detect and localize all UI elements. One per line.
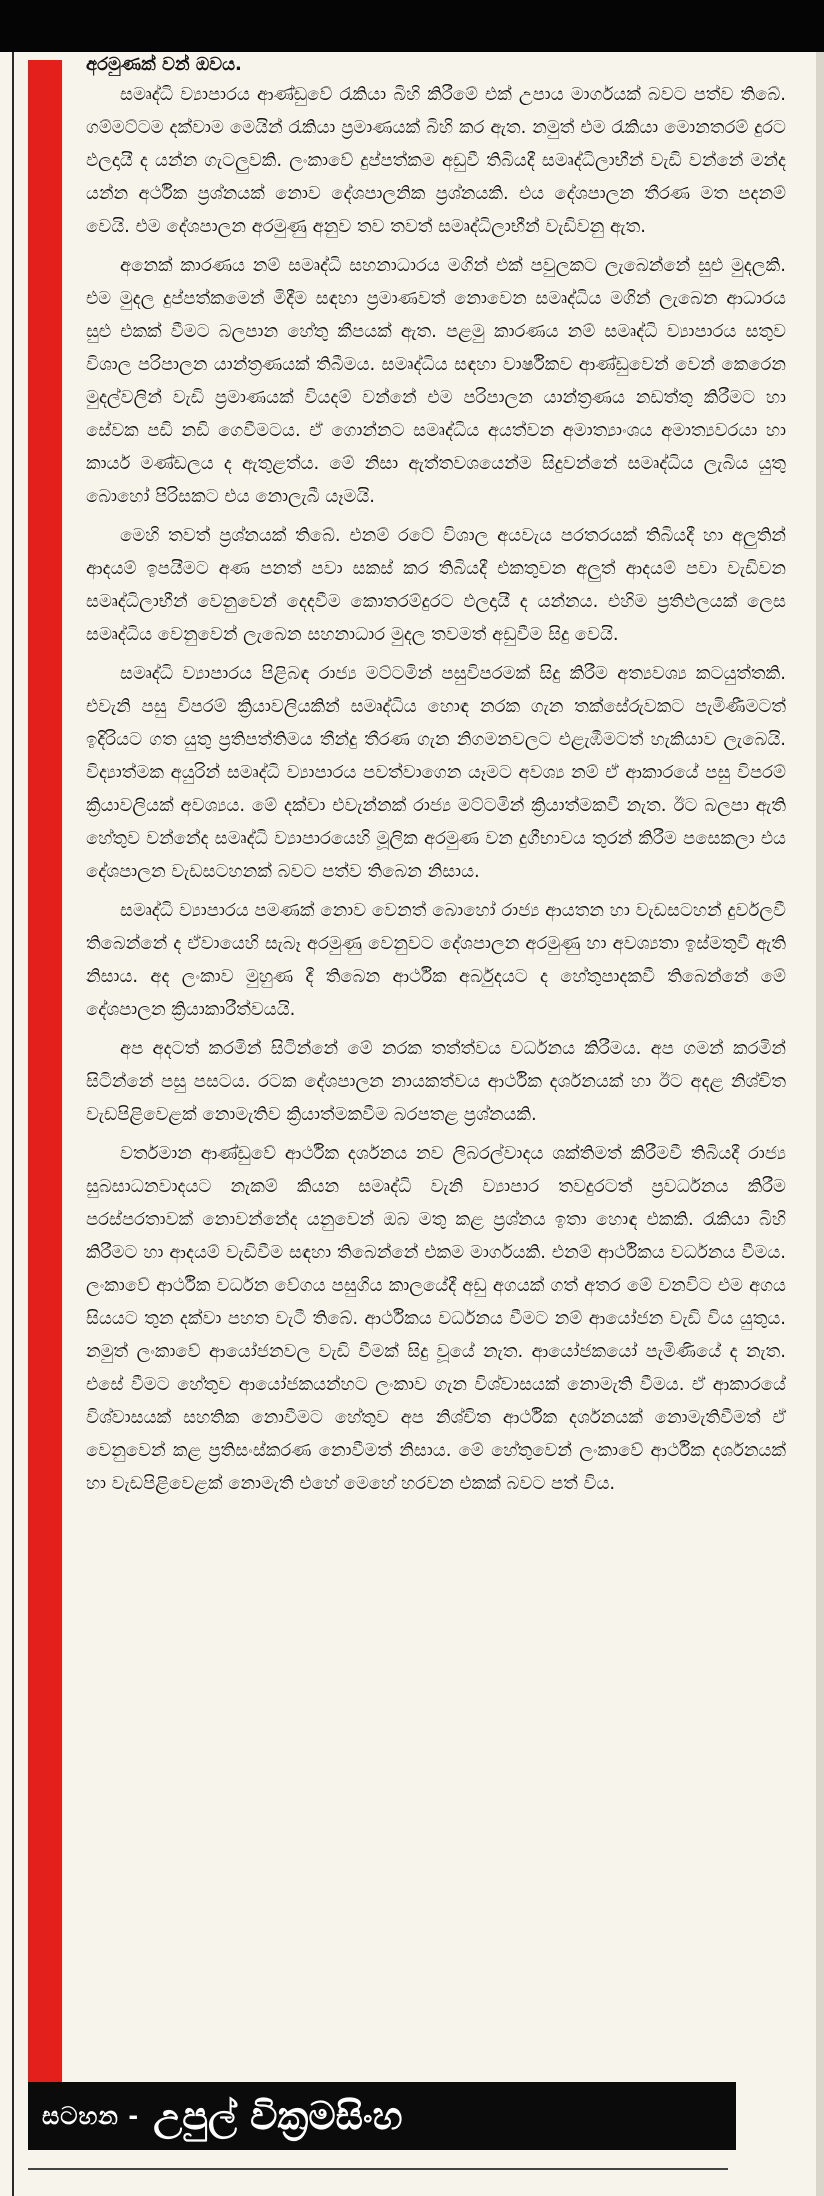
- byline-banner: [28, 2082, 736, 2150]
- article-body: [86, 54, 786, 2078]
- byline-author: උපුල් වික්‍රමසිංහ: [153, 2093, 403, 2138]
- page-edge: [816, 52, 824, 2196]
- article-top-fragment: අරමුණක් වන් ඔවය.: [86, 54, 242, 75]
- left-border-rule: [12, 52, 14, 2196]
- article-paragraph-2: අනෙක් කාරණය නම් සමෘද්ධි සහනාධාරය මගින් එක් පවුලකට ලැබෙන්නේ සුළු මුදලකි. එම මුදල දුප්පත්කමෙන් මිදීම සඳහා ප්‍රමාණවත් නොවෙන සමෘද්ධිය මගින් ලැබෙන ආධාරය සුළු එකක් වීමට බලපාන හේතු කීපයක් ඇත. පළමු කාරණය නම් සමෘද්ධි ව්‍යාපාරය සතුව විශාල පරිපාලන යාන්ත්‍රණයක් තිබීමය. සමෘද්ධිය සඳහා වාර්ෂිකව ආණ්ඩුවෙන් වෙන් කෙරෙන මුදල්වලින් වැඩි ප්‍රමාණයක් වියදම් වන්නේ එම පරිපාලන යාන්ත්‍රණය නඩත්තු කිරීමට හා සේවක පඩි නඩි ගෙවීමටය. ඒ ගොන්නට සමෘද්ධිය අයත්වන අමාත්‍යාංශය අමාත්‍යවරයා හා කාර්ය මණ්ඩලය ද ඇතුළත්ය. මේ නිසා ඇත්තවශයෙන්ම සිදුවන්නේ සමෘද්ධිය ලැබිය යුතු බොහෝ පිරිසකට එය නොලැබී යෑමයි.: [86, 255, 786, 507]
- byline-label: සටහන -: [42, 2102, 140, 2130]
- bottom-rule: [28, 2168, 728, 2170]
- article-paragraph-1: සමෘද්ධි ව්‍යාපාරය ආණ්ඩුවේ රැකියා බිහි කිරීමේ එක් උපාය මාර්ගයක් බවට පත්ව තිබේ. ගම්මට්ටම දක්වාම මෙයින් රැකියා ප්‍රමාණයක් බිහි කර ඇත. නමුත් එම රැකියා මොනතරම් දුරට ඵලදායී ද යන්න ගැටලුවකි. ලංකාවේ දුප්පත්කම අඩුවී තිබියදී සමෘද්ධිලාභීන් වැඩි වන්නේ මන්ද යන්න අර්ථික ප්‍රශ්නයක් නොව දේශපාලනික ප්‍රශ්නයකි. එය දේශපාලන තීරණ මත පදනම් වෙයි. එම දේශපාලන අරමුණු අනුව තව තවත් සමෘද්ධිලාභීන් වැඩිවනු ඇත.: [86, 84, 786, 237]
- article-paragraph-5: සමෘද්ධි ව්‍යාපාරය පමණක් නොව වෙනත් බොහෝ රාජ්‍ය ආයතන හා වැඩසටහන් දුර්වලවී තිබෙන්නේ ද ඒවායෙහි සැබෑ අරමුණු වෙනුවට දේශපාලන අරමුණු හා අවශ්‍යතා ඉස්මතුවී ඇති නිසාය. අද ලංකාව මුහුණ දී තිබෙන ආර්ථික අර්බුදයට ද හේතුපාදකවී තිබෙන්නේ මේ දේශපාලන ක්‍රියාකාරීත්වයයි.: [86, 900, 786, 1020]
- article-paragraph-6: අප අදටත් කරමින් සිටින්නේ මේ නරක තත්ත්වය වර්ධනය කිරීමය. අප ගමන් කරමින් සිටින්නේ පසු පසටය. රටක දේශපාලන නායකත්වය ආර්ථික දර්ශනයක් හා ඊට අදළ නිශ්චිත වැඩපිළිවෙළක් නොමැතිව ක්‍රියාත්මකවීම බරපතළ ප්‍රශ්නයකි.: [86, 1038, 786, 1125]
- top-black-band: [0, 0, 824, 52]
- article-paragraph-3: මෙහි තවත් ප්‍රශ්නයක් තිබේ. එනම් රටේ විශාල අයවැය පරතරයක් තිබියදී හා අලුතින් ආදයම් ඉපයීමට අණ පනත් පවා සකස් කර තිබියදී එකතුවන අලුත් ආදයම් පවා වැඩිවන සමෘද්ධිලාභීන් වෙනුවෙන් දෙදවීම කොතරම්දුරට ඵලදායී ද යන්නය. එහිම ප්‍රතිඵලයක් ලෙස සමෘද්ධිය වෙනුවෙන් ලැබෙන සහනාධාර මුදල තවමත් අඩුවීම සිදු වෙයි.: [86, 525, 786, 645]
- red-accent-bar: [28, 60, 62, 2082]
- article-paragraph-7: වර්තමාන ආණ්ඩුවේ ආර්ථික දර්ශනය නව ලිබරල්වාදය ශක්තිමත් කිරීමවී තිබියදී රාජ්‍ය සුබසාධනවාදයට නැකම් කියන සමෘද්ධි වැනි ව්‍යාපාර තවදුරටත් ප්‍රවර්ධනය කිරීම පරස්පරතාවක් නොවන්නේද යනුවෙන් ඔබ මතු කළ ප්‍රශ්නය ඉතා හොඳ එකකි. රැකියා බිහි කිරීමට හා ආදයම් වැඩිවීම සඳහා තිබෙන්නේ එකම මාර්ගයකි. එනම් ආර්ථිකය වර්ධනය වීමය. ලංකාවේ ආර්ථික වර්ධන වේගය පසුගිය කාලයේදී අඩු අගයක් ගත් අතර මේ වනවිට එම අගය සියයට තුන දක්වා පහත වැටී තිබේ. ආර්ථිකය වර්ධනය වීමට නම් ආයෝජන වැඩි විය යුතුය. නමුත් ලංකාවේ ආයෝජනවල වැඩි වීමක් සිදු වූයේ නැත. ආයෝජකයෝ පැමිණියේ ද නැත. එසේ වීමට හේතුව ආයෝජකයන්හට ලංකාව ගැන විශ්වාසයක් නොමැති වීමය. ඒ ආකාරයේ විශ්වාසයක් සහතික නොවීමට හේතුව අප නිශ්චිත ආර්ථික දර්ශනයක් නොමැතිවීමත් ඒ වෙනුවෙන් කළ ප්‍රතිසංස්කරණ නොවීමත් නිසාය. මේ හේතුවෙන් ලංකාවේ ආර්ථික දර්ශනයක් හා වැඩපිළිවෙළක් නොමැති එහේ මෙහේ හරවන එකක් බවට පත් විය.: [86, 1143, 786, 1494]
- article-paragraph-4: සමෘද්ධි ව්‍යාපාරය පිළිබඳ රාජ්‍ය මට්ටමින් පසුවිපරමක් සිදු කිරීම අත්‍යවශ්‍ය කටයුත්තකි. එවැනි පසු විපරම් ක්‍රියාවලියකින් සමෘද්ධිය හොඳ නරක ගැන තක්සේරුවකට පැමිණීමටත් ඉදිරියට ගත යුතු ප්‍රතිපත්තිමය තීන්දු තීරණ ගැන නිගමනවලට එළැඹීමටත් හැකියාව ලැබෙයි. විද්‍යාත්මක අයුරින් සමෘද්ධි ව්‍යාපාරය පවත්වාගෙන යෑමට අවශ්‍ය නම් ඒ ආකාරයේ පසු විපරම් ක්‍රියාවලියක් අවශ්‍යය. මේ දක්වා එවැන්නක් රාජ්‍ය මට්ටමින් ක්‍රියාත්මකවී නැත. ඊට බලපා ඇති හේතුව වන්නේද සමෘද්ධි ව්‍යාපාරයෙහි මූලික අරමුණ වන දුගීභාවය තුරන් කිරීම පසෙකලා එය දේශපාලන වැඩසටහනක් බවට පත්ව තිබෙන නිසාය.: [86, 663, 786, 882]
